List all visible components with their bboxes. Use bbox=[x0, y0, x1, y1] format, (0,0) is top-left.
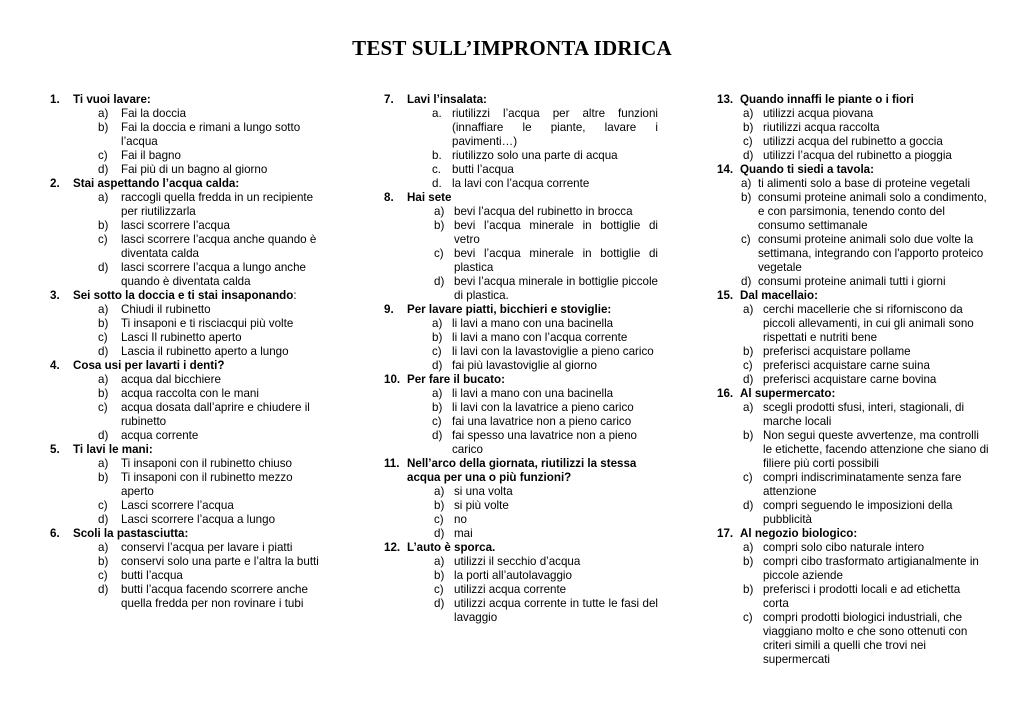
question-text: Al supermercato: bbox=[740, 387, 836, 400]
option-letter: a) bbox=[743, 401, 754, 414]
option-text: riutilizzi acqua raccolta bbox=[763, 121, 880, 134]
answer-option bbox=[741, 233, 989, 275]
answer-option bbox=[432, 415, 658, 429]
option-text: compri indiscriminatamente senza fare attenzione bbox=[763, 471, 962, 498]
question-number: 16. bbox=[717, 387, 734, 400]
option-text: butti l’acqua bbox=[452, 163, 514, 176]
option-text: ti alimenti solo a base di proteine vegetali bbox=[758, 177, 971, 190]
option-letter: d. bbox=[432, 177, 442, 190]
answer-option bbox=[434, 555, 658, 569]
option-text: acqua raccolta con le mani bbox=[121, 387, 259, 400]
option-letter: d) bbox=[98, 583, 109, 596]
option-text: riutilizzo solo una parte di acqua bbox=[452, 149, 618, 162]
answer-option bbox=[98, 149, 322, 163]
answer-option bbox=[741, 177, 989, 191]
option-letter: c) bbox=[743, 471, 753, 484]
answer-option bbox=[98, 261, 322, 289]
question-16 bbox=[717, 387, 989, 401]
question-number: 8. bbox=[384, 191, 394, 204]
option-letter: d) bbox=[741, 275, 752, 288]
answer-option bbox=[432, 345, 658, 359]
option-letter: c) bbox=[432, 415, 442, 428]
answer-option bbox=[743, 303, 989, 345]
option-text: bevi l’acqua minerale in bottiglie piccole di plastica. bbox=[454, 275, 658, 302]
answer-option bbox=[98, 541, 322, 555]
option-text: butti l’acqua facendo scorrere anche quella fredda per non rovinare i tubi bbox=[121, 583, 308, 610]
option-letter: c) bbox=[741, 233, 751, 246]
answer-option bbox=[98, 373, 322, 387]
option-text: Ti insaponi con il rubinetto mezzo aperto bbox=[121, 471, 293, 498]
question-number: 7. bbox=[384, 93, 394, 106]
question-number: 6. bbox=[50, 527, 60, 540]
question-text: Stai aspettando l’acqua calda: bbox=[73, 177, 240, 190]
option-text: Lascia il rubinetto aperto a lungo bbox=[121, 345, 289, 358]
option-letter: a) bbox=[98, 373, 109, 386]
answer-option bbox=[434, 583, 658, 597]
option-letter: a) bbox=[98, 457, 109, 470]
question-9 bbox=[384, 303, 658, 317]
option-text: cerchi macellerie che si riforniscono da piccoli allevamenti, in cui gli animali sono rispettati e nutriti bene bbox=[763, 303, 974, 344]
option-letter: c) bbox=[98, 401, 108, 414]
question-13 bbox=[717, 93, 989, 107]
option-letter: c) bbox=[434, 513, 444, 526]
option-letter: c. bbox=[432, 163, 442, 176]
question-7 bbox=[384, 93, 658, 107]
option-text: conservi solo una parte e l’altra la butti bbox=[121, 555, 319, 568]
option-letter: c) bbox=[743, 611, 753, 624]
question-number: 14. bbox=[717, 163, 734, 176]
option-text: scegli prodotti sfusi, interi, stagionali, di marche locali bbox=[763, 401, 965, 428]
answer-option bbox=[434, 597, 658, 625]
option-letter: b) bbox=[98, 219, 109, 232]
question-text: Ti lavi le mani: bbox=[73, 443, 153, 456]
option-letter: d) bbox=[434, 597, 445, 610]
option-text: la lavi con l’acqua corrente bbox=[452, 177, 590, 190]
option-text: li lavi a mano con una bacinella bbox=[452, 387, 614, 400]
option-letter: b) bbox=[743, 555, 754, 568]
option-text: fai una lavatrice non a pieno carico bbox=[452, 415, 632, 428]
option-letter: a) bbox=[743, 541, 754, 554]
option-letter: d) bbox=[743, 373, 754, 386]
column-3 bbox=[717, 93, 989, 667]
option-letter: b) bbox=[434, 569, 445, 582]
option-text: utilizzi acqua corrente in tutte le fasi del lavaggio bbox=[454, 597, 658, 624]
option-text: Fai più di un bagno al giorno bbox=[121, 163, 268, 176]
answer-option bbox=[98, 107, 322, 121]
option-text: Ti insaponi con il rubinetto chiuso bbox=[121, 457, 292, 470]
answer-option bbox=[434, 275, 658, 303]
option-letter: a) bbox=[98, 107, 109, 120]
option-text: utilizzi acqua piovana bbox=[763, 107, 874, 120]
option-text: compri prodotti biologici industriali, che viaggiano molto e che sono ottenuti con criteri simili a quelli che trovi nei supermercati bbox=[763, 611, 968, 666]
option-letter: c) bbox=[434, 247, 444, 260]
option-text: Non segui queste avvertenze, ma controlli le etichette, facendo attenzione che siano di filiere più corti possibili bbox=[763, 429, 989, 470]
option-text: la porti all’autolavaggio bbox=[454, 569, 572, 582]
question-number: 5. bbox=[50, 443, 60, 456]
option-letter: b) bbox=[98, 387, 109, 400]
option-text: consumi proteine animali solo a condimento, e con parsimonia, tenendo conto del consumo settimanale bbox=[758, 191, 987, 232]
option-text: acqua dal bicchiere bbox=[121, 373, 221, 386]
answer-option bbox=[743, 471, 989, 499]
answer-option bbox=[434, 485, 658, 499]
option-text: bevi l’acqua minerale in bottiglie di vetro bbox=[454, 219, 658, 246]
answer-option bbox=[98, 303, 322, 317]
question-text: L’auto è sporca. bbox=[407, 541, 496, 554]
answer-option bbox=[98, 499, 322, 513]
option-text: acqua dosata dall’aprire e chiudere il rubinetto bbox=[121, 401, 310, 428]
answer-option bbox=[98, 555, 322, 569]
option-text: preferisci acquistare carne bovina bbox=[763, 373, 937, 386]
option-letter: b) bbox=[743, 345, 754, 358]
question-number: 4. bbox=[50, 359, 60, 372]
answer-option bbox=[743, 149, 989, 163]
question-5 bbox=[50, 443, 322, 457]
option-letter: d) bbox=[434, 275, 445, 288]
answer-option bbox=[743, 121, 989, 135]
option-letter: a. bbox=[432, 107, 442, 120]
option-text: preferisci acquistare carne suina bbox=[763, 359, 930, 372]
answer-option bbox=[743, 499, 989, 527]
option-text: li lavi con la lavatrice a pieno carico bbox=[452, 401, 634, 414]
option-text: si una volta bbox=[454, 485, 513, 498]
question-15 bbox=[717, 289, 989, 303]
question-text: Al negozio biologico: bbox=[740, 527, 858, 540]
option-text: compri cibo trasformato artigianalmente in piccole aziende bbox=[763, 555, 979, 582]
question-11 bbox=[384, 457, 658, 485]
answer-option bbox=[743, 359, 989, 373]
question-text: Per lavare piatti, bicchieri e stoviglie: bbox=[407, 303, 612, 316]
option-letter: b) bbox=[741, 191, 752, 204]
option-letter: d) bbox=[432, 429, 443, 442]
option-text: utilizzi acqua corrente bbox=[454, 583, 567, 596]
answer-option bbox=[432, 331, 658, 345]
answer-option bbox=[434, 513, 658, 527]
question-text: Lavi l’insalata: bbox=[407, 93, 487, 106]
answer-option bbox=[743, 107, 989, 121]
answer-option bbox=[432, 387, 658, 401]
option-letter: b) bbox=[743, 583, 754, 596]
option-text: si più volte bbox=[454, 499, 509, 512]
answer-option bbox=[432, 149, 658, 163]
option-letter: d) bbox=[743, 499, 754, 512]
answer-option bbox=[432, 401, 658, 415]
option-letter: d) bbox=[98, 345, 109, 358]
option-letter: d) bbox=[432, 359, 443, 372]
option-text: bevi l’acqua del rubinetto in brocca bbox=[454, 205, 633, 218]
option-letter: d) bbox=[98, 261, 109, 274]
option-letter: c) bbox=[98, 569, 108, 582]
option-letter: a) bbox=[434, 485, 445, 498]
answer-option bbox=[432, 177, 658, 191]
option-letter: c) bbox=[98, 331, 108, 344]
question-2 bbox=[50, 177, 322, 191]
option-text: preferisci acquistare pollame bbox=[763, 345, 911, 358]
option-letter: c) bbox=[743, 359, 753, 372]
answer-option bbox=[743, 583, 989, 611]
option-text: Lasci Il rubinetto aperto bbox=[121, 331, 242, 344]
answer-option bbox=[743, 555, 989, 583]
option-letter: b) bbox=[432, 401, 443, 414]
option-text: consumi proteine animali tutti i giorni bbox=[758, 275, 946, 288]
option-letter: d) bbox=[743, 149, 754, 162]
option-text: Fai la doccia e rimani a lungo sotto l’acqua bbox=[121, 121, 301, 148]
question-14 bbox=[717, 163, 989, 177]
option-text: conservi l’acqua per lavare i piatti bbox=[121, 541, 293, 554]
option-letter: b) bbox=[98, 121, 109, 134]
option-text: Fai il bagno bbox=[121, 149, 181, 162]
option-letter: a) bbox=[741, 177, 752, 190]
question-text: Cosa usi per lavarti i denti? bbox=[73, 359, 225, 372]
answer-option bbox=[98, 121, 322, 149]
question-text: Dal macellaio: bbox=[740, 289, 818, 302]
answer-option bbox=[434, 569, 658, 583]
option-text: fai spesso una lavatrice non a pieno carico bbox=[452, 429, 637, 456]
page-title: TEST SULL’IMPRONTA IDRICA bbox=[352, 36, 672, 60]
option-letter: c) bbox=[434, 583, 444, 596]
question-8 bbox=[384, 191, 658, 205]
option-letter: a) bbox=[743, 303, 754, 316]
option-letter: d) bbox=[98, 163, 109, 176]
question-text: Per fare il bucato: bbox=[407, 373, 505, 386]
option-text: utilizzi il secchio d’acqua bbox=[454, 555, 581, 568]
option-text: acqua corrente bbox=[121, 429, 199, 442]
answer-option bbox=[432, 317, 658, 331]
question-number: 10. bbox=[384, 373, 401, 386]
answer-option bbox=[432, 107, 658, 149]
option-text: Lasci scorrere l’acqua bbox=[121, 499, 234, 512]
option-letter: d) bbox=[98, 429, 109, 442]
question-number: 3. bbox=[50, 289, 60, 302]
option-text: raccogli quella fredda in un recipiente per riutilizzarla bbox=[121, 191, 314, 218]
answer-option bbox=[98, 583, 322, 611]
option-letter: d) bbox=[434, 527, 445, 540]
answer-option bbox=[98, 331, 322, 345]
question-text: Quando ti siedi a tavola: bbox=[740, 163, 874, 176]
option-letter: b) bbox=[434, 219, 445, 232]
answer-option bbox=[98, 471, 322, 499]
answer-option bbox=[432, 359, 658, 373]
answer-option bbox=[434, 219, 658, 247]
option-text: lasci scorrere l’acqua bbox=[121, 219, 230, 232]
question-number: 1. bbox=[50, 93, 60, 106]
option-text: li lavi a mano con una bacinella bbox=[452, 317, 614, 330]
option-letter: b) bbox=[434, 499, 445, 512]
answer-option bbox=[743, 611, 989, 667]
answer-option bbox=[434, 247, 658, 275]
question-number: 17. bbox=[717, 527, 734, 540]
option-letter: a) bbox=[432, 317, 443, 330]
question-number: 11. bbox=[384, 457, 400, 470]
option-text: mai bbox=[454, 527, 473, 540]
answer-option bbox=[432, 163, 658, 177]
option-text: no bbox=[454, 513, 467, 526]
option-text: riutilizzi l’acqua per altre funzioni (innaffiare le piante, lavare i pavimenti…) bbox=[452, 107, 658, 148]
option-letter: c) bbox=[743, 135, 753, 148]
answer-option bbox=[98, 345, 322, 359]
answer-option bbox=[98, 317, 322, 331]
question-6 bbox=[50, 527, 322, 541]
answer-option bbox=[741, 191, 989, 233]
option-text: consumi proteine animali solo due volte la settimana, integrando con l'apporto proteico vegetale bbox=[758, 233, 984, 274]
answer-option bbox=[98, 191, 322, 219]
option-text: lasci scorrere l’acqua a lungo anche quando è diventata calda bbox=[121, 261, 306, 288]
question-text: Nell’arco della giornata, riutilizzi la stessa acqua per una o più funzioni? bbox=[407, 457, 637, 484]
question-12 bbox=[384, 541, 658, 555]
answer-option bbox=[743, 401, 989, 429]
answer-option bbox=[98, 387, 322, 401]
answer-option bbox=[98, 457, 322, 471]
option-text: li lavi a mano con l’acqua corrente bbox=[452, 331, 628, 344]
answer-option bbox=[98, 233, 322, 261]
column-2 bbox=[384, 93, 658, 625]
answer-option bbox=[743, 429, 989, 471]
option-text: compri seguendo le imposizioni della pubblicità bbox=[763, 499, 953, 526]
option-text: li lavi con la lavastoviglie a pieno carico bbox=[452, 345, 654, 358]
option-letter: b) bbox=[743, 121, 754, 134]
answer-option bbox=[98, 569, 322, 583]
option-text: compri solo cibo naturale intero bbox=[763, 541, 925, 554]
option-letter: a) bbox=[434, 205, 445, 218]
option-letter: a) bbox=[432, 387, 443, 400]
option-text: preferisci i prodotti locali e ad etichetta corta bbox=[763, 583, 961, 610]
option-letter: a) bbox=[743, 107, 754, 120]
option-text: utilizzi acqua del rubinetto a goccia bbox=[763, 135, 943, 148]
answer-option bbox=[434, 527, 658, 541]
option-text: utilizzi l’acqua del rubinetto a pioggia bbox=[763, 149, 952, 162]
option-text: Chiudi il rubinetto bbox=[121, 303, 211, 316]
answer-option bbox=[98, 401, 322, 429]
option-letter: b) bbox=[432, 331, 443, 344]
option-letter: d) bbox=[98, 513, 109, 526]
option-letter: c) bbox=[98, 499, 108, 512]
answer-option bbox=[434, 205, 658, 219]
question-10 bbox=[384, 373, 658, 387]
question-number: 9. bbox=[384, 303, 394, 316]
question-text: Scoli la pastasciutta: bbox=[73, 527, 189, 540]
answer-option bbox=[741, 275, 989, 289]
option-text: bevi l’acqua minerale in bottiglie di plastica bbox=[454, 247, 658, 274]
option-letter: b) bbox=[98, 317, 109, 330]
question-text: Hai sete bbox=[407, 191, 452, 204]
answer-option bbox=[98, 513, 322, 527]
option-letter: a) bbox=[98, 303, 109, 316]
option-letter: b. bbox=[432, 149, 442, 162]
option-letter: a) bbox=[98, 541, 109, 554]
answer-option bbox=[432, 429, 658, 457]
answer-option bbox=[98, 429, 322, 443]
option-text: lasci scorrere l’acqua anche quando è diventata calda bbox=[121, 233, 317, 260]
option-text: Fai la doccia bbox=[121, 107, 187, 120]
question-3 bbox=[50, 289, 322, 303]
option-letter: a) bbox=[434, 555, 445, 568]
question-number: 2. bbox=[50, 177, 60, 190]
question-number: 15. bbox=[717, 289, 734, 302]
option-letter: c) bbox=[432, 345, 442, 358]
option-letter: b) bbox=[98, 555, 109, 568]
question-text: Ti vuoi lavare: bbox=[73, 93, 151, 106]
question-number: 13. bbox=[717, 93, 734, 106]
question-number: 12. bbox=[384, 541, 401, 554]
question-4 bbox=[50, 359, 322, 373]
option-text: butti l’acqua bbox=[121, 569, 183, 582]
answer-option bbox=[743, 373, 989, 387]
answer-option bbox=[98, 163, 322, 177]
option-letter: b) bbox=[743, 429, 754, 442]
option-letter: c) bbox=[98, 149, 108, 162]
answer-option bbox=[743, 541, 989, 555]
option-letter: c) bbox=[98, 233, 108, 246]
option-text: Lasci scorrere l’acqua a lungo bbox=[121, 513, 276, 526]
question-text: Sei sotto la doccia e ti stai insaponando: bbox=[73, 289, 297, 302]
question-text: Quando innaffi le piante o i fiori bbox=[740, 93, 914, 106]
option-text: Ti insaponi e ti risciacqui più volte bbox=[121, 317, 294, 330]
answer-option bbox=[743, 345, 989, 359]
question-1 bbox=[50, 93, 322, 107]
option-letter: a) bbox=[98, 191, 109, 204]
column-1 bbox=[50, 93, 322, 611]
option-letter: b) bbox=[98, 471, 109, 484]
answer-option bbox=[743, 135, 989, 149]
answer-option bbox=[98, 219, 322, 233]
answer-option bbox=[434, 499, 658, 513]
question-17 bbox=[717, 527, 989, 541]
option-text: fai più lavastoviglie al giorno bbox=[452, 359, 598, 372]
